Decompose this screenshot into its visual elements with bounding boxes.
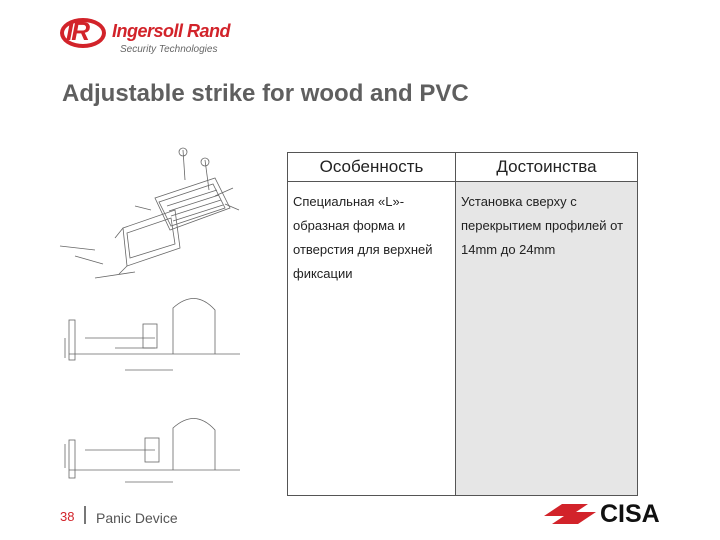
benefit-column xyxy=(456,153,637,495)
page-number: 38 xyxy=(60,509,75,524)
benefit-cell: Установка сверху с перекрытием профилей от 14mm до 24mm xyxy=(461,194,624,257)
feature-column xyxy=(288,153,456,495)
feature-header: Особенность xyxy=(288,153,455,182)
benefit-header: Достоинства xyxy=(456,153,637,182)
features-table xyxy=(287,152,638,496)
logo-ir-text: IR xyxy=(66,16,88,46)
cisa-logo xyxy=(542,500,672,530)
strike-technical-drawing xyxy=(55,138,245,493)
ingersoll-rand-logo xyxy=(60,14,230,64)
slide-title: Adjustable strike for wood and PVC xyxy=(62,80,469,107)
footer-section-label: Panic Device xyxy=(96,510,178,526)
cisa-wordmark: CISA xyxy=(600,500,660,528)
footer-divider xyxy=(84,506,86,524)
cisa-stripes-icon xyxy=(542,502,598,526)
logo-subtitle: Security Technologies xyxy=(120,44,218,55)
logo-brand-text: Ingersoll Rand xyxy=(112,21,231,41)
feature-cell: Специальная «L»-образная форма и отверстия для верхней фиксации xyxy=(293,194,433,281)
